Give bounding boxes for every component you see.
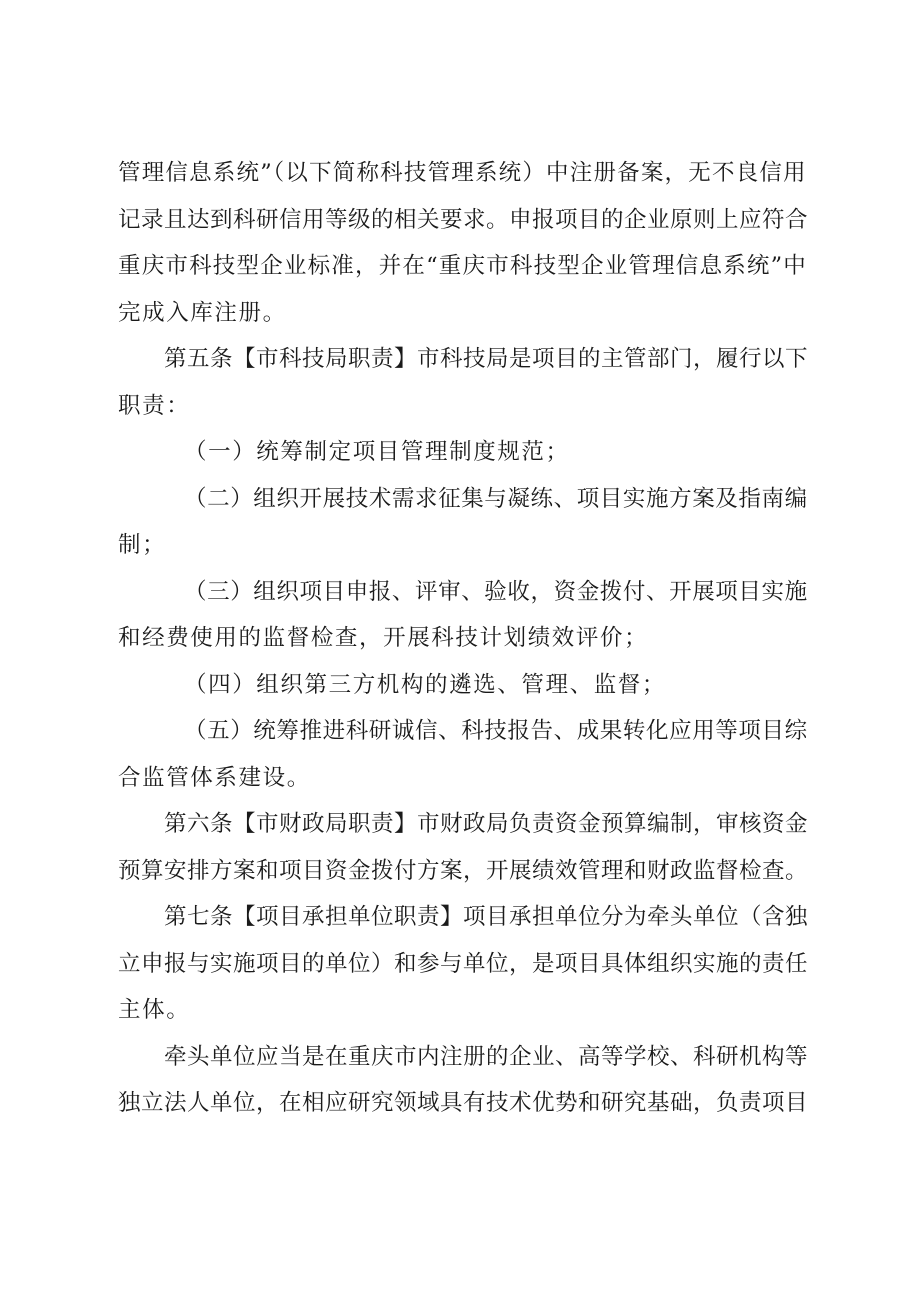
text-line: 合监管体系建设。: [118, 764, 311, 791]
text-line: 职责：: [118, 392, 191, 419]
text-line: 记录且达到科研信用等级的相关要求。申报项目的企业原则上应符合: [118, 206, 809, 233]
text-line: 管理信息系统”（以下简称科技管理系统）中注册备案，无不良信用: [118, 160, 807, 186]
text-line: 第六条【市财政局职责】市财政局负责资金预算编制，审核资金: [164, 811, 809, 837]
text-line: 预算安排方案和项目资金拨付方案，开展绩效管理和财政监督检查。: [118, 857, 809, 884]
text-line: （四）组织第三方机构的遴选、管理、监督；: [184, 671, 667, 698]
text-line: （五）统筹推进科研诚信、科技报告、成果转化应用等项目综: [184, 718, 808, 744]
text-line: 牵头单位应当是在重庆市内注册的企业、高等学校、科研机构等: [164, 1043, 809, 1070]
document-body: [118, 150, 808, 1127]
text-line: （三）组织项目申报、评审、验收，资金拨付、开展项目实施: [184, 578, 808, 605]
text-line: 制；: [118, 532, 167, 558]
text-line: 第五条【市科技局职责】市科技局是项目的主管部门，履行以下: [164, 346, 809, 372]
text-line: （二）组织开展技术需求征集与凝练、项目实施方案及指南编: [184, 485, 808, 512]
text-line: 主体。: [118, 997, 191, 1023]
text-line: 完成入库注册。: [118, 299, 287, 326]
text-line: 立申报与实施项目的单位）和参与单位，是项目具体组织实施的责任: [118, 950, 809, 977]
text-line: 和经费使用的监督检查，开展科技计划绩效评价；: [118, 625, 649, 651]
text-line: 独立法人单位，在相应研究领域具有技术优势和研究基础，负责项目: [118, 1090, 809, 1116]
text-line: （一）统筹制定项目管理制度规范；: [184, 439, 570, 465]
text-line: 第七条【项目承担单位职责】项目承担单位分为牵头单位（含独: [164, 904, 809, 930]
text-line: 重庆市科技型企业标准，并在“重庆市科技型企业管理信息系统”中: [118, 253, 808, 279]
